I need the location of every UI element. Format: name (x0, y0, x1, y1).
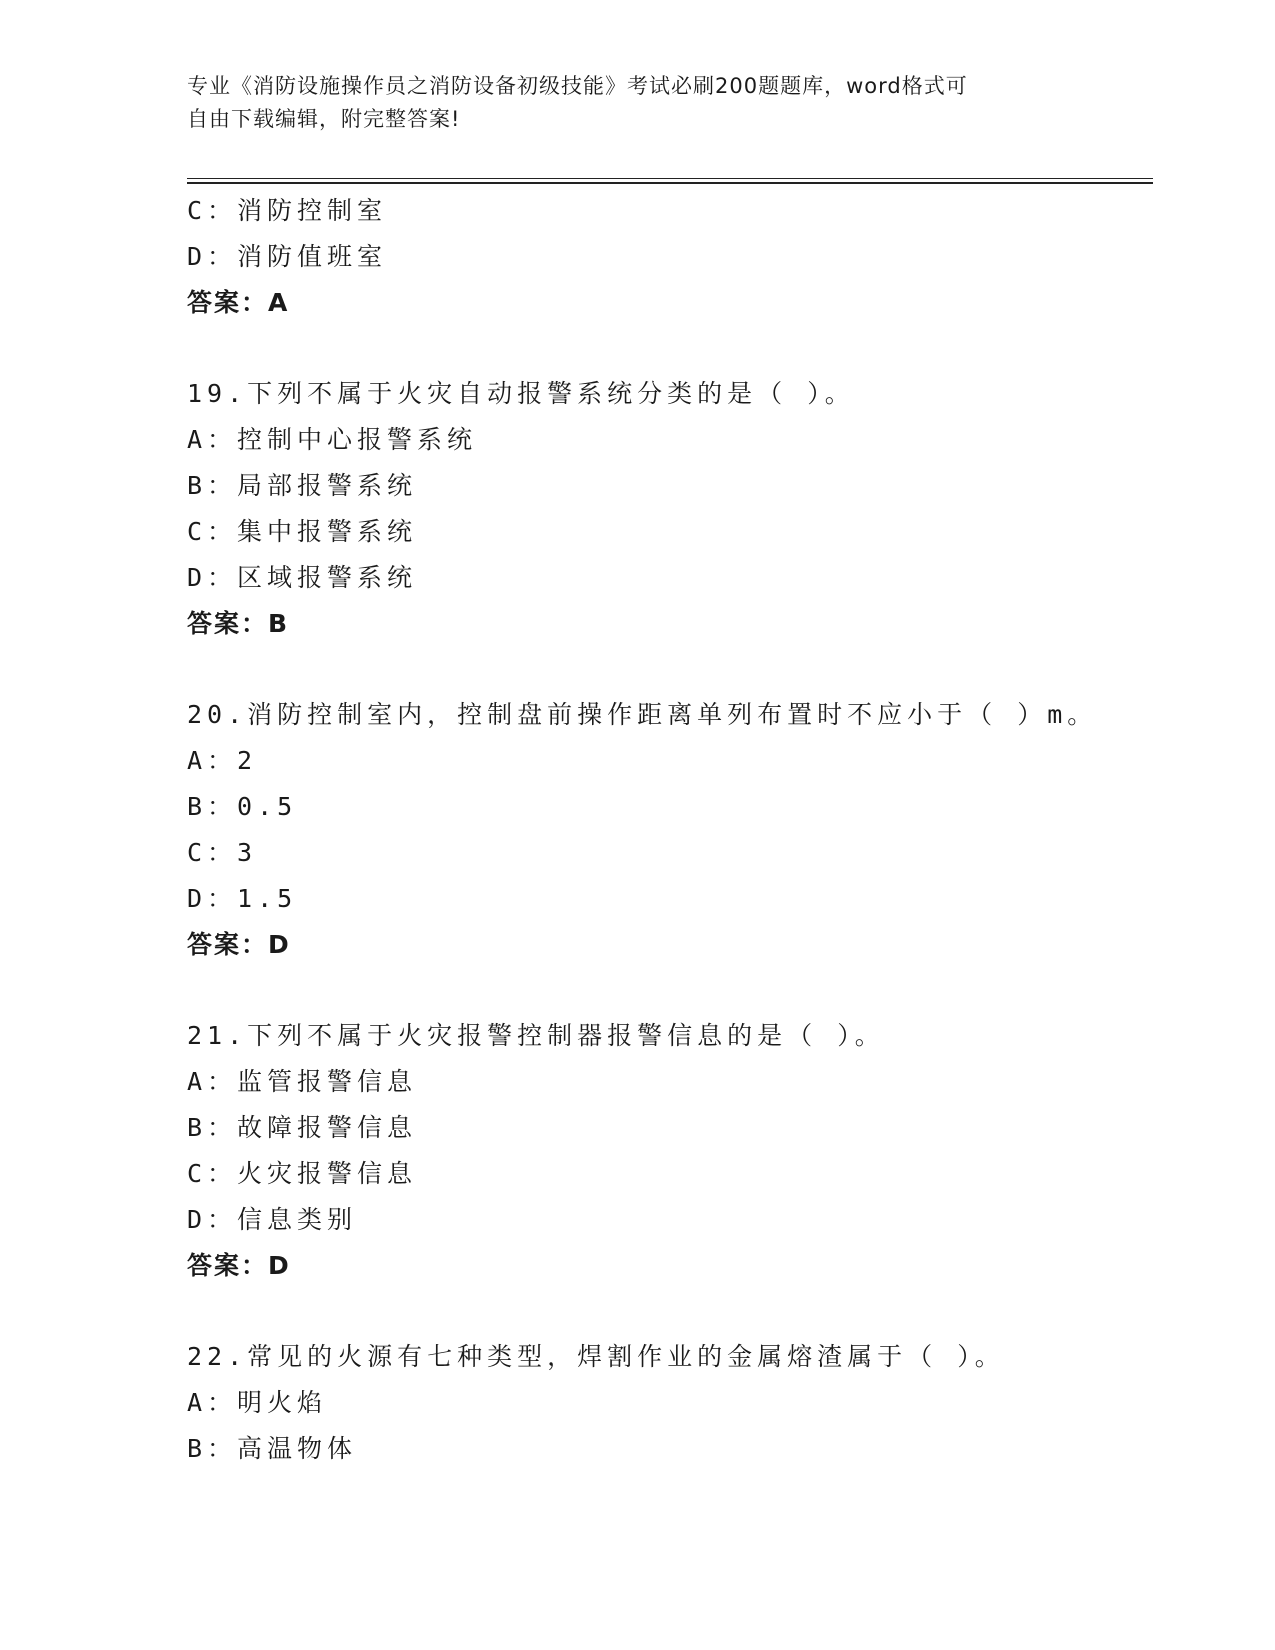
option-c: C：火灾报警信息 (187, 1159, 418, 1188)
question-block-21 (187, 1013, 1147, 1289)
question-stem: 20.消防控制室内，控制盘前操作距离单列布置时不应小于（ ）m。 (187, 700, 1098, 729)
option-a: A：监管报警信息 (187, 1067, 418, 1096)
header-rule-thin (187, 178, 1153, 179)
option-b: B：高温物体 (187, 1434, 358, 1463)
option-b: B：局部报警系统 (187, 471, 418, 500)
question-block-22 (187, 1334, 1147, 1472)
option-a: A：控制中心报警系统 (187, 425, 478, 454)
question-block-18 (187, 188, 1147, 326)
question-block-20 (187, 692, 1147, 968)
question-list (187, 188, 1147, 1472)
answer-line: 答案：B (187, 609, 290, 638)
answer-line: 答案：A (187, 288, 290, 317)
header-line-2: 自由下载编辑，附完整答案! (187, 107, 461, 131)
header-line-1: 专业《消防设施操作员之消防设备初级技能》考试必刷200题题库，word格式可 (187, 74, 968, 98)
question-block-19 (187, 371, 1147, 647)
option-d: D：信息类别 (187, 1205, 358, 1234)
option-d: D：1.5 (187, 884, 298, 913)
option-d: D：消防值班室 (187, 242, 388, 271)
option-c: C：3 (187, 838, 258, 867)
question-stem: 19.下列不属于火灾自动报警系统分类的是（ ）。 (187, 379, 855, 408)
document-header (187, 70, 1067, 136)
option-a: A：明火焰 (187, 1388, 328, 1417)
answer-line: 答案：D (187, 930, 291, 959)
question-stem: 22.常见的火源有七种类型，焊割作业的金属熔渣属于（ ）。 (187, 1342, 1005, 1371)
answer-line: 答案：D (187, 1251, 291, 1280)
option-b: B：0.5 (187, 792, 298, 821)
option-a: A：2 (187, 746, 258, 775)
option-c: C：消防控制室 (187, 196, 388, 225)
option-d: D：区域报警系统 (187, 563, 418, 592)
question-stem: 21.下列不属于火灾报警控制器报警信息的是（ ）。 (187, 1021, 885, 1050)
header-rule-thick (187, 182, 1153, 184)
option-c: C：集中报警系统 (187, 517, 418, 546)
option-b: B：故障报警信息 (187, 1113, 418, 1142)
